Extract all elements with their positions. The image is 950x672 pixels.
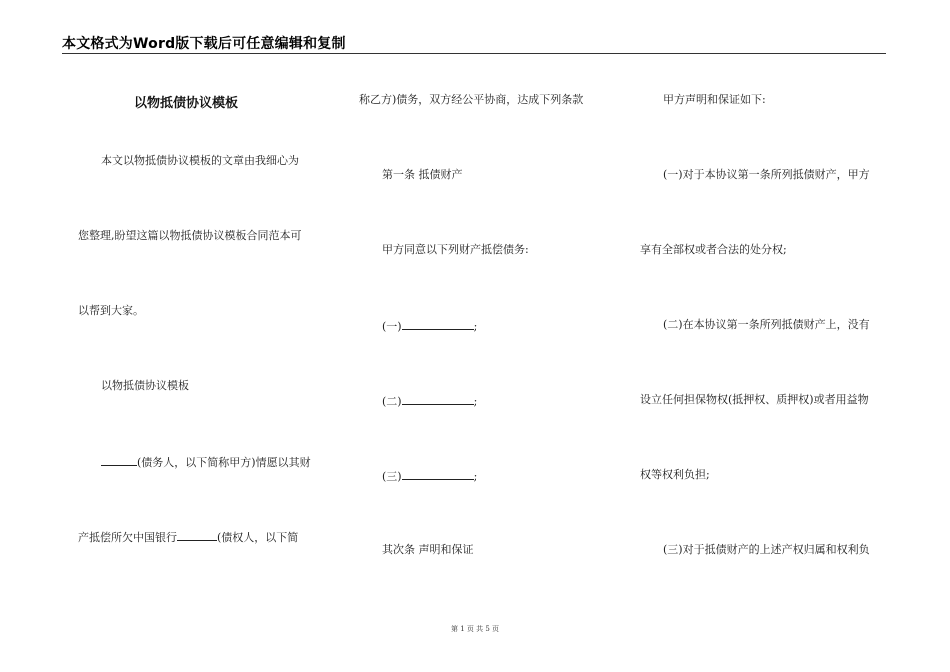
- creditor-blank: [177, 529, 217, 541]
- header-divider: [62, 53, 886, 54]
- col1-line-5-text: (债务人，以下简称甲方)情愿以其财: [137, 456, 311, 469]
- asset-item-3-label: (三): [382, 470, 402, 483]
- asset-item-1-label: (一): [382, 320, 402, 333]
- debtor-blank: [101, 454, 137, 466]
- col3-line-6: 权等权利负担;: [640, 468, 710, 481]
- col2-line-1: 称乙方)债务，双方经公平协商，达成下列条款: [359, 93, 584, 106]
- asset-item-1-end: ;: [473, 320, 478, 333]
- col3-line-5: 设立任何担保物权(抵押权、质押权)或者用益物: [640, 393, 869, 406]
- asset-item-1-blank: [402, 318, 474, 330]
- asset-item-1: [382, 318, 477, 334]
- col3-line-4: (二)在本协议第一条所列抵债财产上，没有: [663, 318, 870, 331]
- col1-line-6-text: 产抵偿所欠中国银行: [78, 531, 177, 544]
- asset-item-2-label: (二): [382, 395, 402, 408]
- asset-item-2-blank: [402, 393, 474, 405]
- asset-item-3-blank: [402, 468, 474, 480]
- col1-line-6: [78, 529, 298, 545]
- col1-line-5: [101, 454, 311, 470]
- col2-line-7: 其次条 声明和保证: [382, 543, 474, 556]
- col1-line-1: 本文以物抵债协议模板的文章由我细心为: [101, 154, 299, 167]
- col1-line-6-tail: (债权人，以下简: [217, 531, 299, 544]
- page-number: 第 1 页 共 5 页: [450, 625, 500, 633]
- col3-line-2: (一)对于本协议第一条所列抵债财产，甲方: [663, 168, 870, 181]
- col3-line-1: 甲方声明和保证如下:: [663, 93, 766, 106]
- col2-line-2: 第一条 抵债财产: [382, 168, 463, 181]
- asset-item-2: [382, 393, 477, 409]
- asset-item-3: [382, 468, 477, 484]
- asset-item-2-end: ;: [473, 395, 478, 408]
- asset-item-3-end: ;: [473, 470, 478, 483]
- col2-line-3: 甲方同意以下列财产抵偿债务:: [382, 243, 529, 256]
- col1-line-4: 以物抵债协议模板: [101, 379, 189, 392]
- col3-line-7: (三)对于抵债财产的上述产权归属和权利负: [663, 543, 870, 556]
- col1-line-3: 以帮到大家。: [78, 304, 144, 317]
- col3-line-3: 享有全部权或者合法的处分权;: [640, 243, 787, 256]
- document-title: 以物抵债协议模板: [134, 96, 239, 111]
- document-banner: 本文格式为Word版下载后可任意编辑和复制: [62, 36, 346, 52]
- col1-line-2: 您整理,盼望这篇以物抵债协议模板合同范本可: [78, 229, 302, 242]
